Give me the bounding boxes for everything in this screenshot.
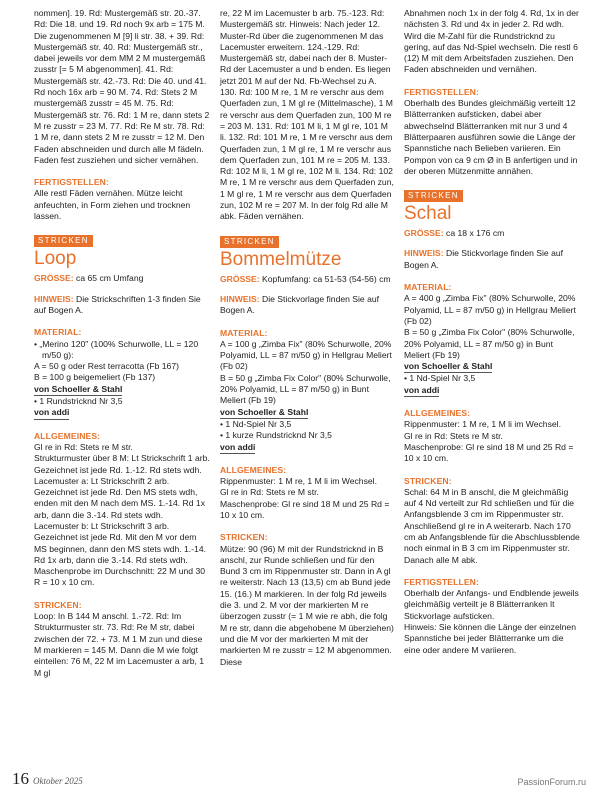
knitting-paragraph: Mütze: 90 (96) M mit der Rundstricknd in B anschl, zur Runde schließen und für den Bund 3 cm im Rippenmuster str. Dann in A gl re weiterstr. Nach 13 (13,5) cm ab Bund jede 15. (16.) M markieren. In der folg Rd jeweils die 3. und 2. M vor der markierten M re überzogen zusstr (= 1 M wie re abh, die folg M re str, dann die abgehobene M überziehen) und die M vor der markierten M mit der markierten M re zusstr = 12 M abgenommen. Diese bbox=[220, 543, 394, 667]
finishing-text: Oberhalb des Bundes gleichmäßig verteilt 12 Blätterranken aufsticken, dabei aber abwechselnd Blätterranken mit nur 3 und 4 Blätterpaaren ausführen sowie die Länge der Spannstiche nach Belieben variieren. Ein Pompon von ca 9 cm Ø in B anfertigen und in der oberen Mützenmitte annähen. bbox=[404, 98, 578, 176]
size-label: GRÖSSE: bbox=[34, 273, 74, 284]
section-title-schal: Schal bbox=[404, 203, 452, 225]
material-item: • 1 Nd-Spiel Nr 3,5 bbox=[220, 418, 292, 429]
hint-text: Die Stickvorlage finden Sie auf Bogen A. bbox=[404, 248, 564, 270]
column-1 bbox=[34, 8, 210, 679]
section-title-loop: Loop bbox=[34, 248, 77, 270]
continued-paragraph: nommen]. 19. Rd: Mustergemäß str. 20.-37. Rd: Die 18. und 19. Rd noch 9x arb = 175 M. Die zugenommenen M [9] li str. 38. + 39. Rd: Mustergemäß str. 40. Rd: Mustergemäß str., dabei jeweils vor dem MM 2 M mustergemäß zusstr [= 5 M abgenommen]. 41. Rd: Mustergemäß str. 42.-73. Rd: Die 40. und 41. Rd noch 16x arb = 90 M. 74. Rd: Stets 2 M mustergemäß zusstr = 45 M. 75. Rd: Mustergemäß str. 76. Rd: 1 M re, dann stets 2 M re zusstr = 23 M. 77. Rd: Re M str. 78. Rd: 1 M re, dann stets 2 M re zusstr = 12 M. Den Faden abschneiden und durch alle M fädeln. Faden fest zusziehen und sicher vernähen. bbox=[34, 8, 210, 165]
general-paragraph: Rippenmuster: 1 M re, 1 M li im Wechsel. bbox=[220, 476, 377, 487]
supplier-name: von addi bbox=[34, 407, 69, 419]
finishing-text: Oberhalb der Anfangs- und Endblende jeweils gleichmäßig verteilt je 8 Blätterranken lt Stickvorlage aufsticken. bbox=[404, 588, 579, 621]
material-item: • 1 kurze Rundstricknd Nr 3,5 bbox=[220, 430, 332, 441]
hint-label: HINWEIS: bbox=[220, 293, 260, 304]
finishing-heading: FERTIGSTELLEN: bbox=[404, 86, 479, 97]
general-paragraph: Gl re in Rd: Stets re M str. bbox=[220, 487, 319, 498]
size-label: GRÖSSE: bbox=[220, 273, 260, 284]
finishing-note: Hinweis: Sie können die Länge der einzelnen Spannstiche bei jeder Blätterranke um die eine oder andere M variieren. bbox=[404, 622, 576, 655]
general-paragraph: Maschenprobe: Gl re sind 18 M und 25 Rd = 10 x 10 cm. bbox=[220, 498, 390, 520]
general-paragraph: Lacemuster a: Lt Strickschrift 2 arb. Gezeichnet ist jede Rd. Den MS stets wdh, enden mit den M nach dem MS. 1.-14. Rd 1x arb, dann die 3.-14. Rd stets wdh. bbox=[34, 475, 206, 520]
general-paragraph: Maschenprobe: Gl re sind 18 M und 25 Rd = 10 x 10 cm. bbox=[404, 441, 574, 464]
section-kicker: STRICKEN bbox=[220, 236, 279, 248]
general-heading: ALLGEMEINES: bbox=[220, 464, 287, 475]
supplier-name: von Schoeller & Stahl bbox=[220, 407, 308, 419]
page-footer bbox=[12, 769, 83, 789]
material-item: • „Merino 120" (100% Schurwolle, LL = 120 m/50 g): bbox=[34, 338, 199, 360]
continued-paragraph: re, 22 M im Lacemuster b arb. 75.-123. Rd: Mustergemäß str. Hinweis: Nach jeder 12. Muster-Rd über die zugenommenen M das Lacemuster erweitern. 124.-129. Rd: Mustergemäß str, dabei nach der 8. Muster-Rd der Lacemuster a und b enden. Es liegen jetzt 201 M auf der Nd. Fb-Wechsel zu A. 130. Rd: 100 M re, 1 M re verschr aus dem Querfaden zun, 1 M gl re (Mittelmasche), 1 M re verschr aus dem Querfaden zun, 100 M re = 203 M. 131. Rd: 101 M li, 1 M gl re, 101 M li. 132. Rd: 101 M re, 1 M re verschr aus dem Querfaden zun, 1 M gl re, 1 M re verschr aus dem Querfaden zun, 101 M re = 205 M. 133. Rd: 102 M li, 1 M gl re, 102 M li. 134. Rd: 102 M re, 1 M re verschr aus dem Querfaden zun, 1 M gl re, 1 M re verschr aus dem Querfaden zun, 102 M re = 207 M. In der folg Rd alle M abk. Fäden vernähen. bbox=[220, 8, 394, 222]
size-value: ca 65 cm Umfang bbox=[76, 273, 144, 284]
material-item: A = 50 g oder Rest terracotta (Fb 167) bbox=[34, 361, 179, 372]
size-value: ca 18 x 176 cm bbox=[446, 228, 505, 239]
section-kicker: STRICKEN bbox=[404, 190, 463, 202]
size-label: GRÖSSE: bbox=[404, 228, 444, 239]
supplier-name: von addi bbox=[220, 442, 255, 454]
knitting-heading: STRICKEN: bbox=[220, 532, 268, 543]
general-paragraph: Maschenprobe im Durchschnitt: 22 M und 30 R = 10 x 10 cm. bbox=[34, 566, 206, 588]
finishing-heading: FERTIGSTELLEN: bbox=[404, 576, 479, 587]
hint-label: HINWEIS: bbox=[34, 293, 74, 304]
general-paragraph: Gl re in Rd: Stets re M str. bbox=[404, 430, 503, 441]
general-heading: ALLGEMEINES: bbox=[34, 430, 101, 441]
page-number: 16 bbox=[12, 769, 29, 788]
material-heading: MATERIAL: bbox=[404, 282, 452, 293]
material-item: A = 400 g „Zimba Fix" (80% Schurwolle, 20% Polyamid, LL = 87 m/50 g) in Hellgrau Meliert (Fb 02) bbox=[404, 293, 576, 326]
hint-text: Die Stickvorlage finden Sie auf Bogen A. bbox=[220, 293, 380, 316]
column-3 bbox=[404, 8, 580, 656]
material-heading: MATERIAL: bbox=[34, 327, 82, 338]
general-paragraph: Gl re in Rd: Stets re M str. bbox=[34, 441, 133, 452]
material-item: • 1 Nd-Spiel Nr 3,5 bbox=[404, 373, 476, 384]
supplier-name: von Schoeller & Stahl bbox=[404, 361, 492, 373]
hint-text: Die Strickschriften 1-3 finden Sie auf Bogen A. bbox=[34, 293, 201, 315]
supplier-name: von Schoeller & Stahl bbox=[34, 384, 122, 396]
hint-label: HINWEIS: bbox=[404, 248, 444, 259]
supplier-name: von addi bbox=[404, 385, 439, 397]
general-paragraph: Strukturmuster über 8 M: Lt Strickschrift 1 arb. Gezeichnet ist jede Rd. 1.-12. Rd stets wdh. bbox=[34, 453, 210, 475]
material-item: B = 100 g beigemeliert (Fb 137) bbox=[34, 372, 156, 383]
general-paragraph: Lacemuster b: Lt Strickschrift 3 arb. Gezeichnet ist jede Rd. Mit den M vor dem MS beginnen, dann den MS stets wdh. 1.-14. Rd 1x arb, dann die 3.-14. Rd stets wdh. bbox=[34, 520, 206, 565]
section-kicker: STRICKEN bbox=[34, 235, 93, 247]
material-item: A = 100 g „Zimba Fix" (80% Schurwolle, 20% Polyamid, LL = 87 m/50 g) in Hellgrau Meliert (Fb 02) bbox=[220, 338, 392, 372]
section-title-bommelmuetze: Bommelmütze bbox=[220, 248, 342, 270]
issue-month: Oktober 2025 bbox=[33, 776, 83, 786]
general-paragraph: Rippenmuster: 1 M re, 1 M li im Wechsel. bbox=[404, 419, 561, 430]
finishing-text: Alle restl Fäden vernähen. Mütze leicht anfeuchten, in Form ziehen und trocknen lassen. bbox=[34, 188, 191, 222]
column-2 bbox=[220, 8, 395, 668]
watermark: PassionForum.ru bbox=[517, 777, 586, 787]
material-item: B = 50 g „Zimba Fix Color" (80% Schurwolle, 20% Polyamid, LL = 87 m/50 g) in Bunt Meliert (Fb 19) bbox=[220, 372, 391, 406]
material-item: B = 50 g „Zimba Fix Color" (80% Schurwolle, 20% Polyamid, LL = 87 m/50 g) in Bunt Meliert (Fb 19) bbox=[404, 327, 575, 360]
knitting-heading: STRICKEN: bbox=[34, 599, 82, 610]
knitting-paragraph: Schal: 64 M in B anschl, die M gleichmäßig auf 4 Nd verteilt zur Rd schließen und für die Anfangsblende 3 cm im Rippenmuster str. Anschließend gl re in A weiterarb. Nach 170 cm ab Anfangsblende für die Abschlussblende noch einmal in B 3 cm im Rippenmuster str. Danach alle M abk. bbox=[404, 486, 580, 565]
material-heading: MATERIAL: bbox=[220, 327, 268, 338]
knitting-heading: STRICKEN: bbox=[404, 475, 452, 486]
general-heading: ALLGEMEINES: bbox=[404, 408, 471, 419]
finishing-heading: FERTIGSTELLEN: bbox=[34, 177, 109, 188]
material-item: • 1 Rundstricknd Nr 3,5 bbox=[34, 396, 123, 407]
knitting-paragraph: Loop: In B 144 M anschl. 1.-72. Rd: Im Strukturmuster str. 73. Rd: Re M str, dabei zwischen der 72. + 73. M 1 M zun und diese M markieren = 145 M. Dann die M wie folgt einteilen: 76 M, 22 M im Lacemuster a arb, 1 M gl bbox=[34, 611, 205, 678]
size-value: Kopfumfang: ca 51-53 (54-56) cm bbox=[262, 273, 391, 284]
continued-paragraph: Abnahmen noch 1x in der folg 4. Rd, 1x in der nächsten 3. Rd und 4x in jeder 2. Rd wdh. Wird die M-Zahl für die Rundstricknd zu gering, auf das Nd-Spiel wechseln. Die restl 6 (12) M mit dem Arbeitsfaden zusziehen. Den Faden abschneiden und vernähen. bbox=[404, 8, 579, 75]
